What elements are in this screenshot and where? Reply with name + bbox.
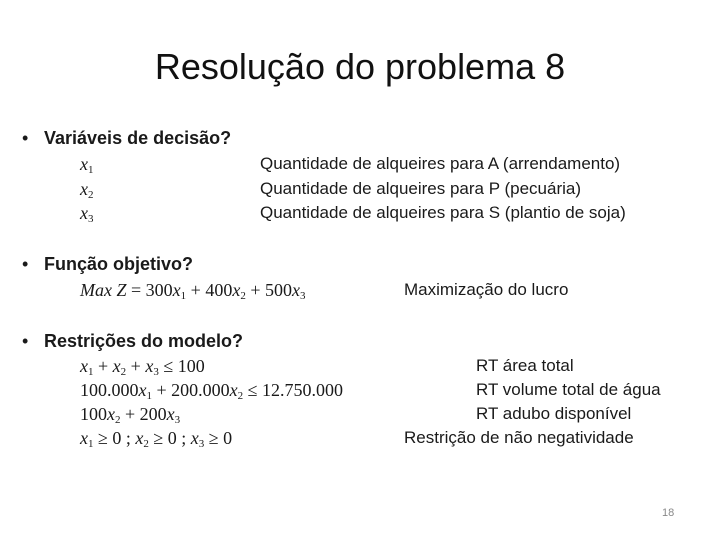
page-number: 18 xyxy=(662,507,675,519)
bullet-dot: • xyxy=(22,128,29,148)
variable-description: Quantidade de alqueires para A (arrendamento) xyxy=(260,154,621,173)
constraint-equation: $x_1 \ge 0$ ; $x_2 \ge 0$ ; $x_3 \ge 0$ xyxy=(80,428,233,450)
objective-description: Maximização do lucro xyxy=(404,280,569,299)
bullet-dot: • xyxy=(22,331,29,351)
bullet-dot: • xyxy=(22,254,29,274)
constraint-equation: $x_1 + x_2 + x_3 \le 100$ xyxy=(80,356,205,378)
constraint-description: RT área total xyxy=(476,356,574,375)
objective-equation: Max $Z = 300x_1 + 400x_2 + 500x_3$ xyxy=(80,280,306,302)
bullet-objective-function xyxy=(22,254,194,275)
section-heading: Função objetivo? xyxy=(44,254,194,274)
variable-row xyxy=(80,153,94,181)
constraint-description: RT volume total de água xyxy=(476,380,661,399)
variable-symbol: $x_2$ xyxy=(80,179,94,201)
bullet-decision-variables xyxy=(22,128,232,149)
constraint-equation: $100x_2 + 200x_3$ xyxy=(80,404,181,426)
bullet-constraints xyxy=(22,331,244,352)
variable-symbol: $x_1$ xyxy=(80,154,94,176)
constraint-description: RT adubo disponível xyxy=(476,404,632,423)
variable-row xyxy=(80,202,94,230)
variable-description: Quantidade de alqueires para S (plantio de soja) xyxy=(260,203,626,222)
section-heading: Restrições do modelo? xyxy=(44,331,244,351)
constraint-equation: $100.000x_1 + 200.000x_2 \le 12.750.000$ xyxy=(80,380,344,402)
section-heading: Variáveis de decisão? xyxy=(44,128,232,148)
variable-description: Quantidade de alqueires para P (pecuária) xyxy=(260,179,582,198)
constraint-description: Restrição de não negatividade xyxy=(404,428,634,447)
slide-title: Resolução do problema 8 xyxy=(154,46,566,87)
variable-symbol: $x_3$ xyxy=(80,203,94,225)
